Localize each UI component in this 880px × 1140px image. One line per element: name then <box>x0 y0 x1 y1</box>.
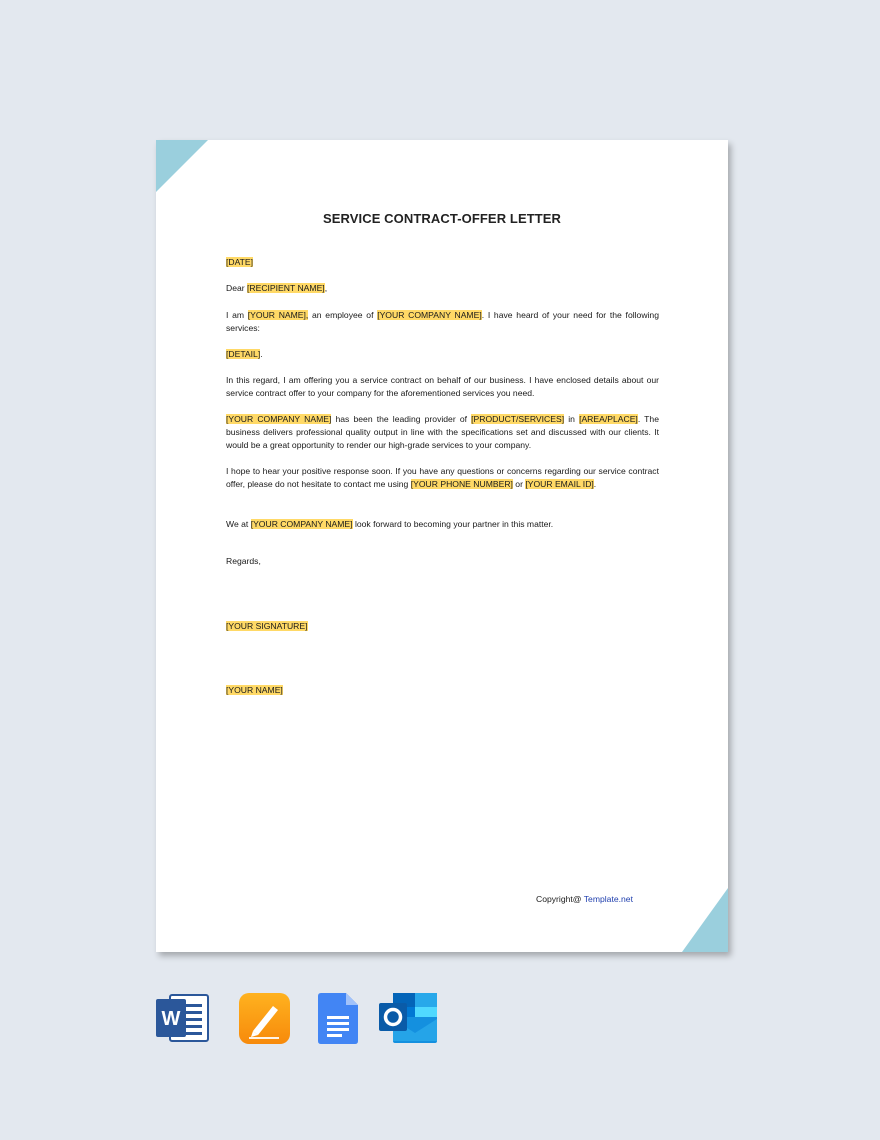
text: . I have heard of your need for the following services: <box>226 310 659 333</box>
paragraph-offer: In this regard, I am offering you a service contract on behalf of our business. I have enclosed details about our service contract offer to your company for the aforementioned services you need. <box>226 375 659 398</box>
greeting-prefix: Dear <box>226 283 248 293</box>
apple-pages-icon[interactable] <box>239 993 290 1044</box>
microsoft-word-icon[interactable] <box>156 993 210 1043</box>
detail-line <box>226 348 659 361</box>
name-line <box>226 684 659 697</box>
phone-number-placeholder: [YOUR PHONE NUMBER] <box>410 479 513 489</box>
template-net-link[interactable]: Template.net <box>583 894 633 904</box>
svg-text:W: W <box>161 1008 181 1030</box>
letter-page <box>156 140 728 952</box>
corner-accent-top-left <box>156 140 208 192</box>
google-docs-icon[interactable] <box>318 993 358 1044</box>
company-name-placeholder: [YOUR COMPANY NAME] <box>250 519 353 529</box>
paragraph-contact <box>226 465 659 491</box>
greeting-suffix: , <box>324 283 328 293</box>
closing-line: Regards, <box>226 556 261 566</box>
product-services-placeholder: [PRODUCT/SERVICES] <box>471 414 565 424</box>
paragraph-provider <box>226 413 659 452</box>
copyright-prefix: Copyright@ <box>536 894 584 904</box>
detail-placeholder: [DETAIL] <box>226 349 261 359</box>
recipient-placeholder: [RECIPIENT NAME] <box>247 283 325 293</box>
document-title: SERVICE CONTRACT-OFFER LETTER <box>322 211 562 226</box>
company-name-placeholder: [YOUR COMPANY NAME] <box>377 310 482 320</box>
text: or <box>512 479 526 489</box>
your-name-placeholder: [YOUR NAME], <box>247 310 309 320</box>
paragraph-intro <box>226 309 659 335</box>
text: look forward to becoming your partner in this matter. <box>352 519 554 529</box>
text: I am <box>226 310 248 320</box>
text: . <box>260 349 263 359</box>
signature-placeholder: [YOUR SIGNATURE] <box>226 621 308 631</box>
company-name-placeholder: [YOUR COMPANY NAME] <box>226 414 332 424</box>
text: . <box>593 479 597 489</box>
paragraph-partner <box>226 518 659 531</box>
text: We at <box>226 519 251 529</box>
date-line <box>226 256 659 269</box>
area-place-placeholder: [AREA/PLACE] <box>579 414 638 424</box>
microsoft-outlook-icon[interactable] <box>379 993 439 1043</box>
date-placeholder: [DATE] <box>226 257 254 267</box>
text: an employee of <box>308 310 378 320</box>
email-id-placeholder: [YOUR EMAIL ID] <box>525 479 594 489</box>
copyright-line <box>536 894 633 904</box>
text: I hope to hear your positive response soon. If you have any questions or concerns regarding our service contract offer, please do not hesitate to contact me using <box>226 466 659 489</box>
corner-accent-bottom-right <box>682 888 728 952</box>
text: has been the leading provider of <box>331 414 472 424</box>
greeting-line <box>226 282 659 295</box>
text: . The business delivers professional quality output in line with the specifications set and discussed with our clients. It would be a great opportunity to render our high-grade services to your company. <box>226 414 659 450</box>
text: in <box>564 414 580 424</box>
signature-line <box>226 620 659 633</box>
your-name-placeholder: [YOUR NAME] <box>226 685 283 695</box>
